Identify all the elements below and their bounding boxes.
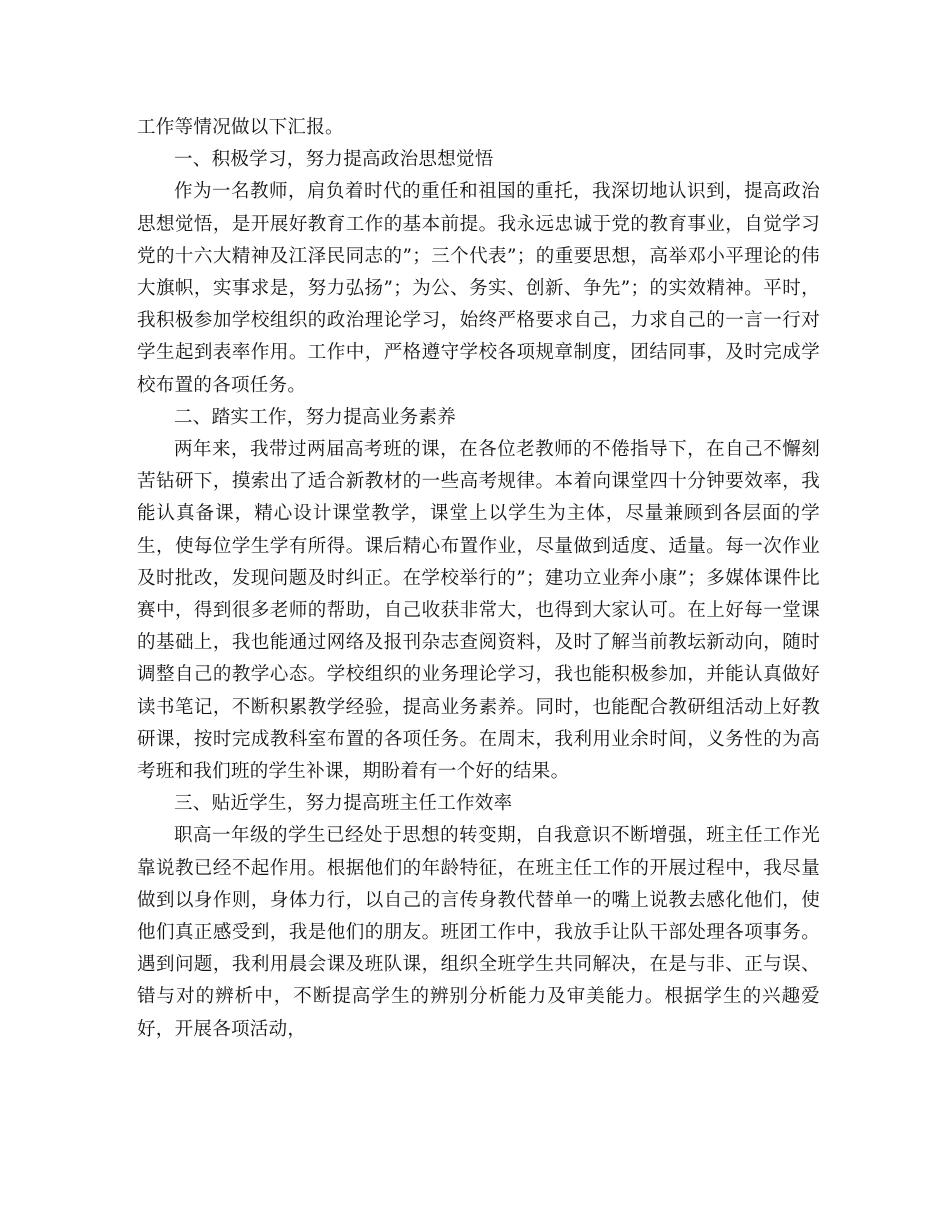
paragraph-intro-tail: 工作等情况做以下汇报。	[137, 117, 344, 138]
section-heading-1: 一、积极学习，努力提高政治思想觉悟	[174, 149, 494, 171]
section-heading-3: 三、贴近学生，努力提高班主任工作效率	[174, 793, 513, 815]
paragraph-section-1: 作为一名教师，肩负着时代的重任和祖国的重托，我深切地认识到，提高政治思想觉悟，是开展好教育工作的基本前提。我永远忠诚于党的教育事业，自觉学习党的十六大精神及江泽民同志的”；三个代表”；的重要思想，高举邓小平理论的伟大旗帜，实事求是，努力弘扬”；为公、务实、创新、争先”；的实效精神。平时，我积极参加学校组织的政治理论学习，始终严格要求自己，力求自己的一言一行对学生起到表率作用。工作中，严格遵守学校各项规章制度，团结同事，及时完成学校布置的各项任务。	[137, 181, 820, 396]
document-body	[137, 112, 820, 1046]
paragraph-section-3: 职高一年级的学生已经处于思想的转变期，自我意识不断增强，班主任工作光靠说教已经不起作用。根据他们的年龄特征，在班主任工作的开展过程中，我尽量做到以身作则，身体力行，以自己的言传身教代替单一的嘴上说教去感化他们，使他们真正感受到，我是他们的朋友。班团工作中，我放手让队干部处理各项事务。遇到问题，我利用晨会课及班队课，组织全班学生共同解决，在是与非、正与误、错与对的辨析中，不断提高学生的辨别分析能力及审美能力。根据学生的兴趣爱好，开展各项活动，	[137, 825, 820, 1040]
paragraph-section-2: 两年来，我带过两届高考班的课，在各位老教师的不倦指导下，在自己不懈刻苦钻研下，摸索出了适合新教材的一些高考规律。本着向课堂四十分钟要效率，我能认真备课，精心设计课堂教学，课堂上以学生为主体，尽量兼顾到各层面的学生，使每位学生学有所得。课后精心布置作业，尽量做到适度、适量。每一次作业及时批改，发现问题及时纠正。在学校举行的”；建功立业奔小康”；多媒体课件比赛中，得到很多老师的帮助，自己收获非常大，也得到大家认可。在上好每一堂课的基础上，我也能通过网络及报刊杂志查阅资料，及时了解当前教坛新动向，随时调整自己的教学心态。学校组织的业务理论学习，我也能积极参加，并能认真做好读书笔记，不断积累教学经验，提高业务素养。同时，也能配合教研组活动上好教研课，按时完成教科室布置的各项任务。在周末，我利用业余时间，义务性的为高考班和我们班的学生补课，期盼着有一个好的结果。	[137, 439, 820, 783]
section-heading-2: 二、踏实工作，努力提高业务素养	[174, 406, 457, 428]
